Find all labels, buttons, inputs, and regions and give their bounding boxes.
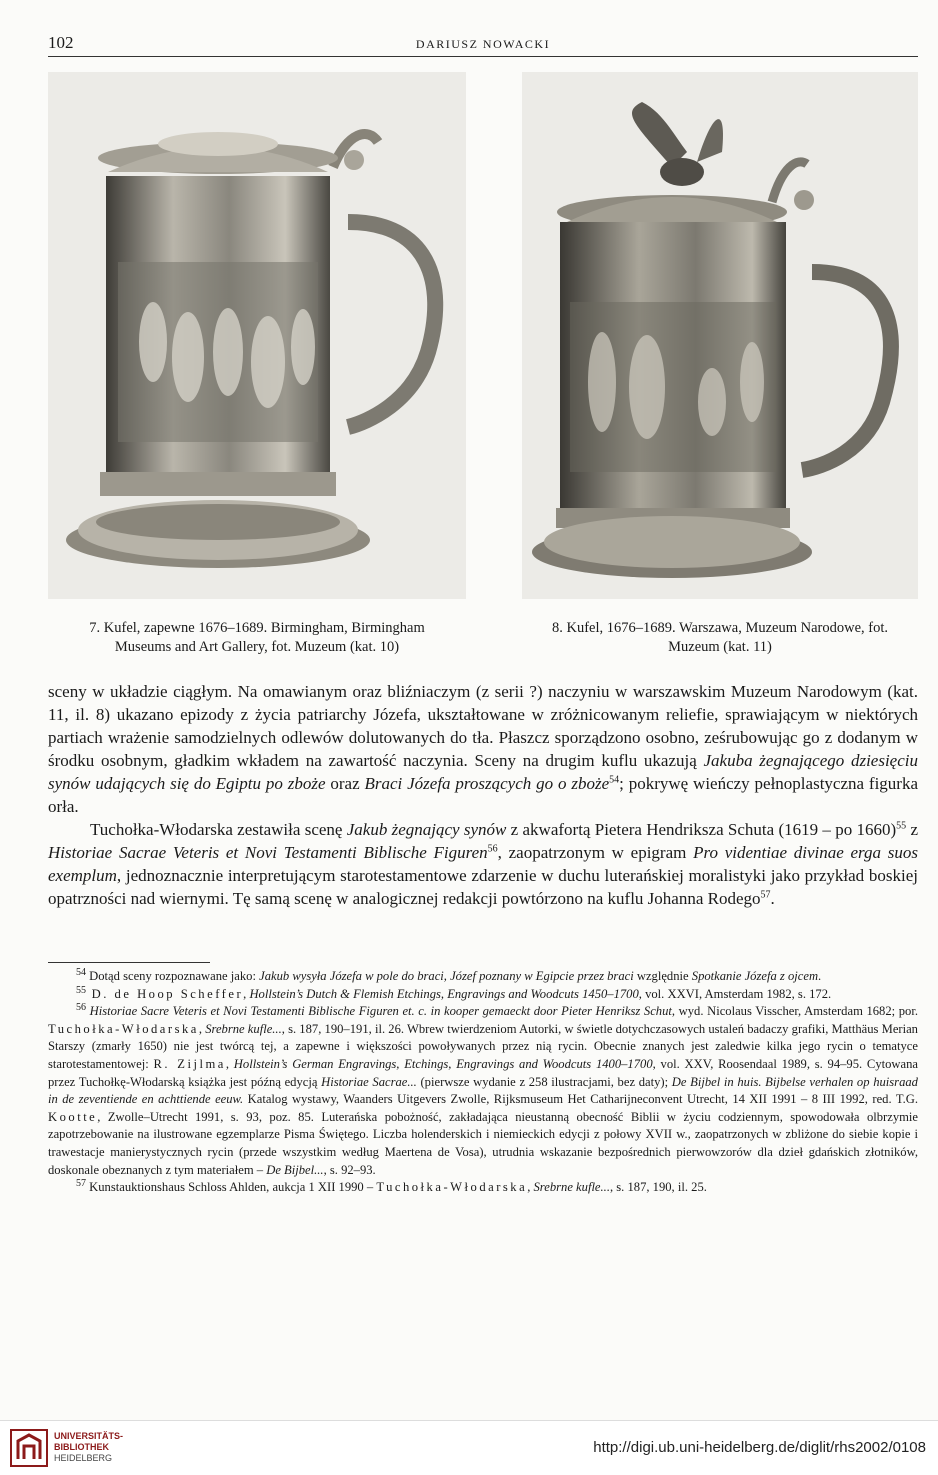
figure-7-caption-line-1: 7. Kufel, zapewne 1676–1689. Birmingham, Birmingham <box>89 620 425 636</box>
figure-8-photo-tankard <box>522 72 918 599</box>
figure-8-caption-line-2: Muzeum (kat. 11) <box>668 639 772 655</box>
permalink-url[interactable]: http://digi.ub.uni-heidelberg.de/diglit/rhs2002/0108 <box>593 1439 926 1456</box>
figure-7-caption <box>48 619 466 657</box>
digitization-footer <box>0 1420 938 1475</box>
footnote-ref-57[interactable]: 57 <box>760 889 771 901</box>
footnote-54: $^{54}$ Dotąd sceny rozpoznawane jako: Jakub wysyła Józefa w pole do braci, Józef poznany w Egipcie przez braci względnie Spotkanie Józefa z ojcem. <box>76 966 822 983</box>
running-header-author: DARIUSZ NOWACKI <box>415 37 551 51</box>
body-text <box>48 680 918 910</box>
footnote-separator <box>48 962 210 963</box>
library-logo-icon[interactable] <box>10 1429 48 1467</box>
figure-7-caption-line-2: Museums and Art Gallery, fot. Muzeum (kat. 10) <box>114 639 400 655</box>
footnote-ref-56[interactable]: 56 <box>487 843 498 855</box>
footnote-ref-54[interactable]: 54 <box>609 774 620 786</box>
body-paragraph-1: sceny w układzie ciągłym. Na omawianym oraz bliźniaczym (z serii ?) naczyniu w warszawskim Muzeum Narodowym (kat. 11, il. 8) ukazano epizody z życia patriarchy Józefa, ukształtowane w zróżnicowanym reliefie, sprawiającym w niektórych partiach wrażenie samodzielnych odlewów dolutowanych do tła. Płaszcz sporządzono osobno, ześrubowując go z dodanym w środku osobnym, gładkim wkładem na zawartość naczynia. Sceny na drugim kuflu ukazują Jakuba żegnającego dziesięciu synów udających się do Egiptu po zboże oraz Braci Józefa proszących go o zboże$^{54}$; pokrywę wieńczy pełnoplastyczna figurka orła. <box>48 682 919 816</box>
figure-7-photo-tankard <box>48 72 466 599</box>
footnote-55: $^{55}$ D. de Hoop Scheffer, Hollstein’s Dutch & Flemish Etchings, Engravings and Woodcuts 1450–1700, vol. XXVI, Amsterdam 1982, s. 172. <box>76 984 832 1001</box>
figure-8-caption <box>522 619 918 657</box>
footnote-56: $^{56}$ Historiae Sacre Veteris et Novi Testamenti Biblische Figuren et. c. in kooper gemaeckt door Pieter Henriksz Schut, wyd. Nicolaus Visscher, Amsterdam 1682; por. Tuchołka-Włodarska, Srebrne kufle..., s. 187, 190–191, il. 26. Wbrew twierdzeniom Autorki, w świetle dotychczasowych ustaleń badaczy grafiki, Matthäus Merian Starszy (zmarły 1650) nie jest twórcą tej, a zapewne i większości powoływanych przez nią rycin. Obecnie znanych jest zaledwie kilka jego rycin o tematyce starotestamentowej: R. Zijlma, Hollstein’s German Engravings, Etchings, Engravings and Woodcuts 1400–1700, vol. XXV, Roosendaal 1989, s. 94–95. Cytowana przez Tuchołkę-Włodarską książka jest późną edycją Historiae Sacrae... (pierwsze wydanie z 258 ilustracjami, bez daty); De Bijbel in huis. Bijbelse verhalen op huisraad in de zeventiende en achttiende eeuw. Katalog wystawy, Waanders Uitgevers Zwolle, Rijksmuseum Het Catharijneconvent Utrecht, 14 XII 1991 – 8 III 1992, red. T.G. Kootte, Zwolle–Utrecht 1991, s. 93, poz. 85. Luterańska pobożność, zakładająca nieustanną obecność Biblii w życiu codziennym, spowodowała olbrzymie zapotrzebowanie na ilustrowane egzemplarze Pisma Świętego. Liczba holenderskich i niemieckich edycji z połowy XVII w., zaopatrzonych w zbliżone do siebie kopie i trawestacje manierystycznych rycin (przede wszystkim według Maertena de Vosa), utrudnia wskazanie bezpośrednich pierwowzorów dla dzieł gdańskich złotników, doskonale obeznanych z tym materiałem – De Bijbel..., s. 92–93. <box>48 1002 918 1177</box>
body-paragraph-2: Tuchołka-Włodarska zestawiła scenę Jakub żegnający synów z akwafortą Pietera Hendriksza Schuta (1619 – po 1660)$^{55}$ z Historiae Sacrae Veteris et Novi Testamenti Biblische Figuren$^{56}$, zaopatrzonym w epigram Pro videntiae divinae erga suos exemplum, jednoznacznie interpretującym starotestamentowe zdarzenie w duchu luterańskiej moralistyki jako przykład boskiej opatrzności nad wiernymi. Tę samą scenę w analogicznej redakcji powtórzono na kuflu Johanna Rodego$^{57}$. <box>48 820 918 908</box>
running-header <box>48 34 918 57</box>
library-name: UNIVERSITÄTS- BIBLIOTHEK HEIDELBERG <box>54 1431 124 1463</box>
page-number: 102 <box>48 33 74 52</box>
footnotes <box>48 968 918 1197</box>
footnote-57: $^{57}$ Kunstauktionshaus Schloss Ahlden, aukcja 1 XII 1990 – Tuchołka-Włodarska, Srebrne kufle..., s. 187, 190, il. 25. <box>76 1177 707 1195</box>
footnote-ref-55[interactable]: 55 <box>896 820 907 832</box>
figure-8-caption-line-1: 8. Kufel, 1676–1689. Warszawa, Muzeum Narodowe, fot. <box>551 620 888 636</box>
